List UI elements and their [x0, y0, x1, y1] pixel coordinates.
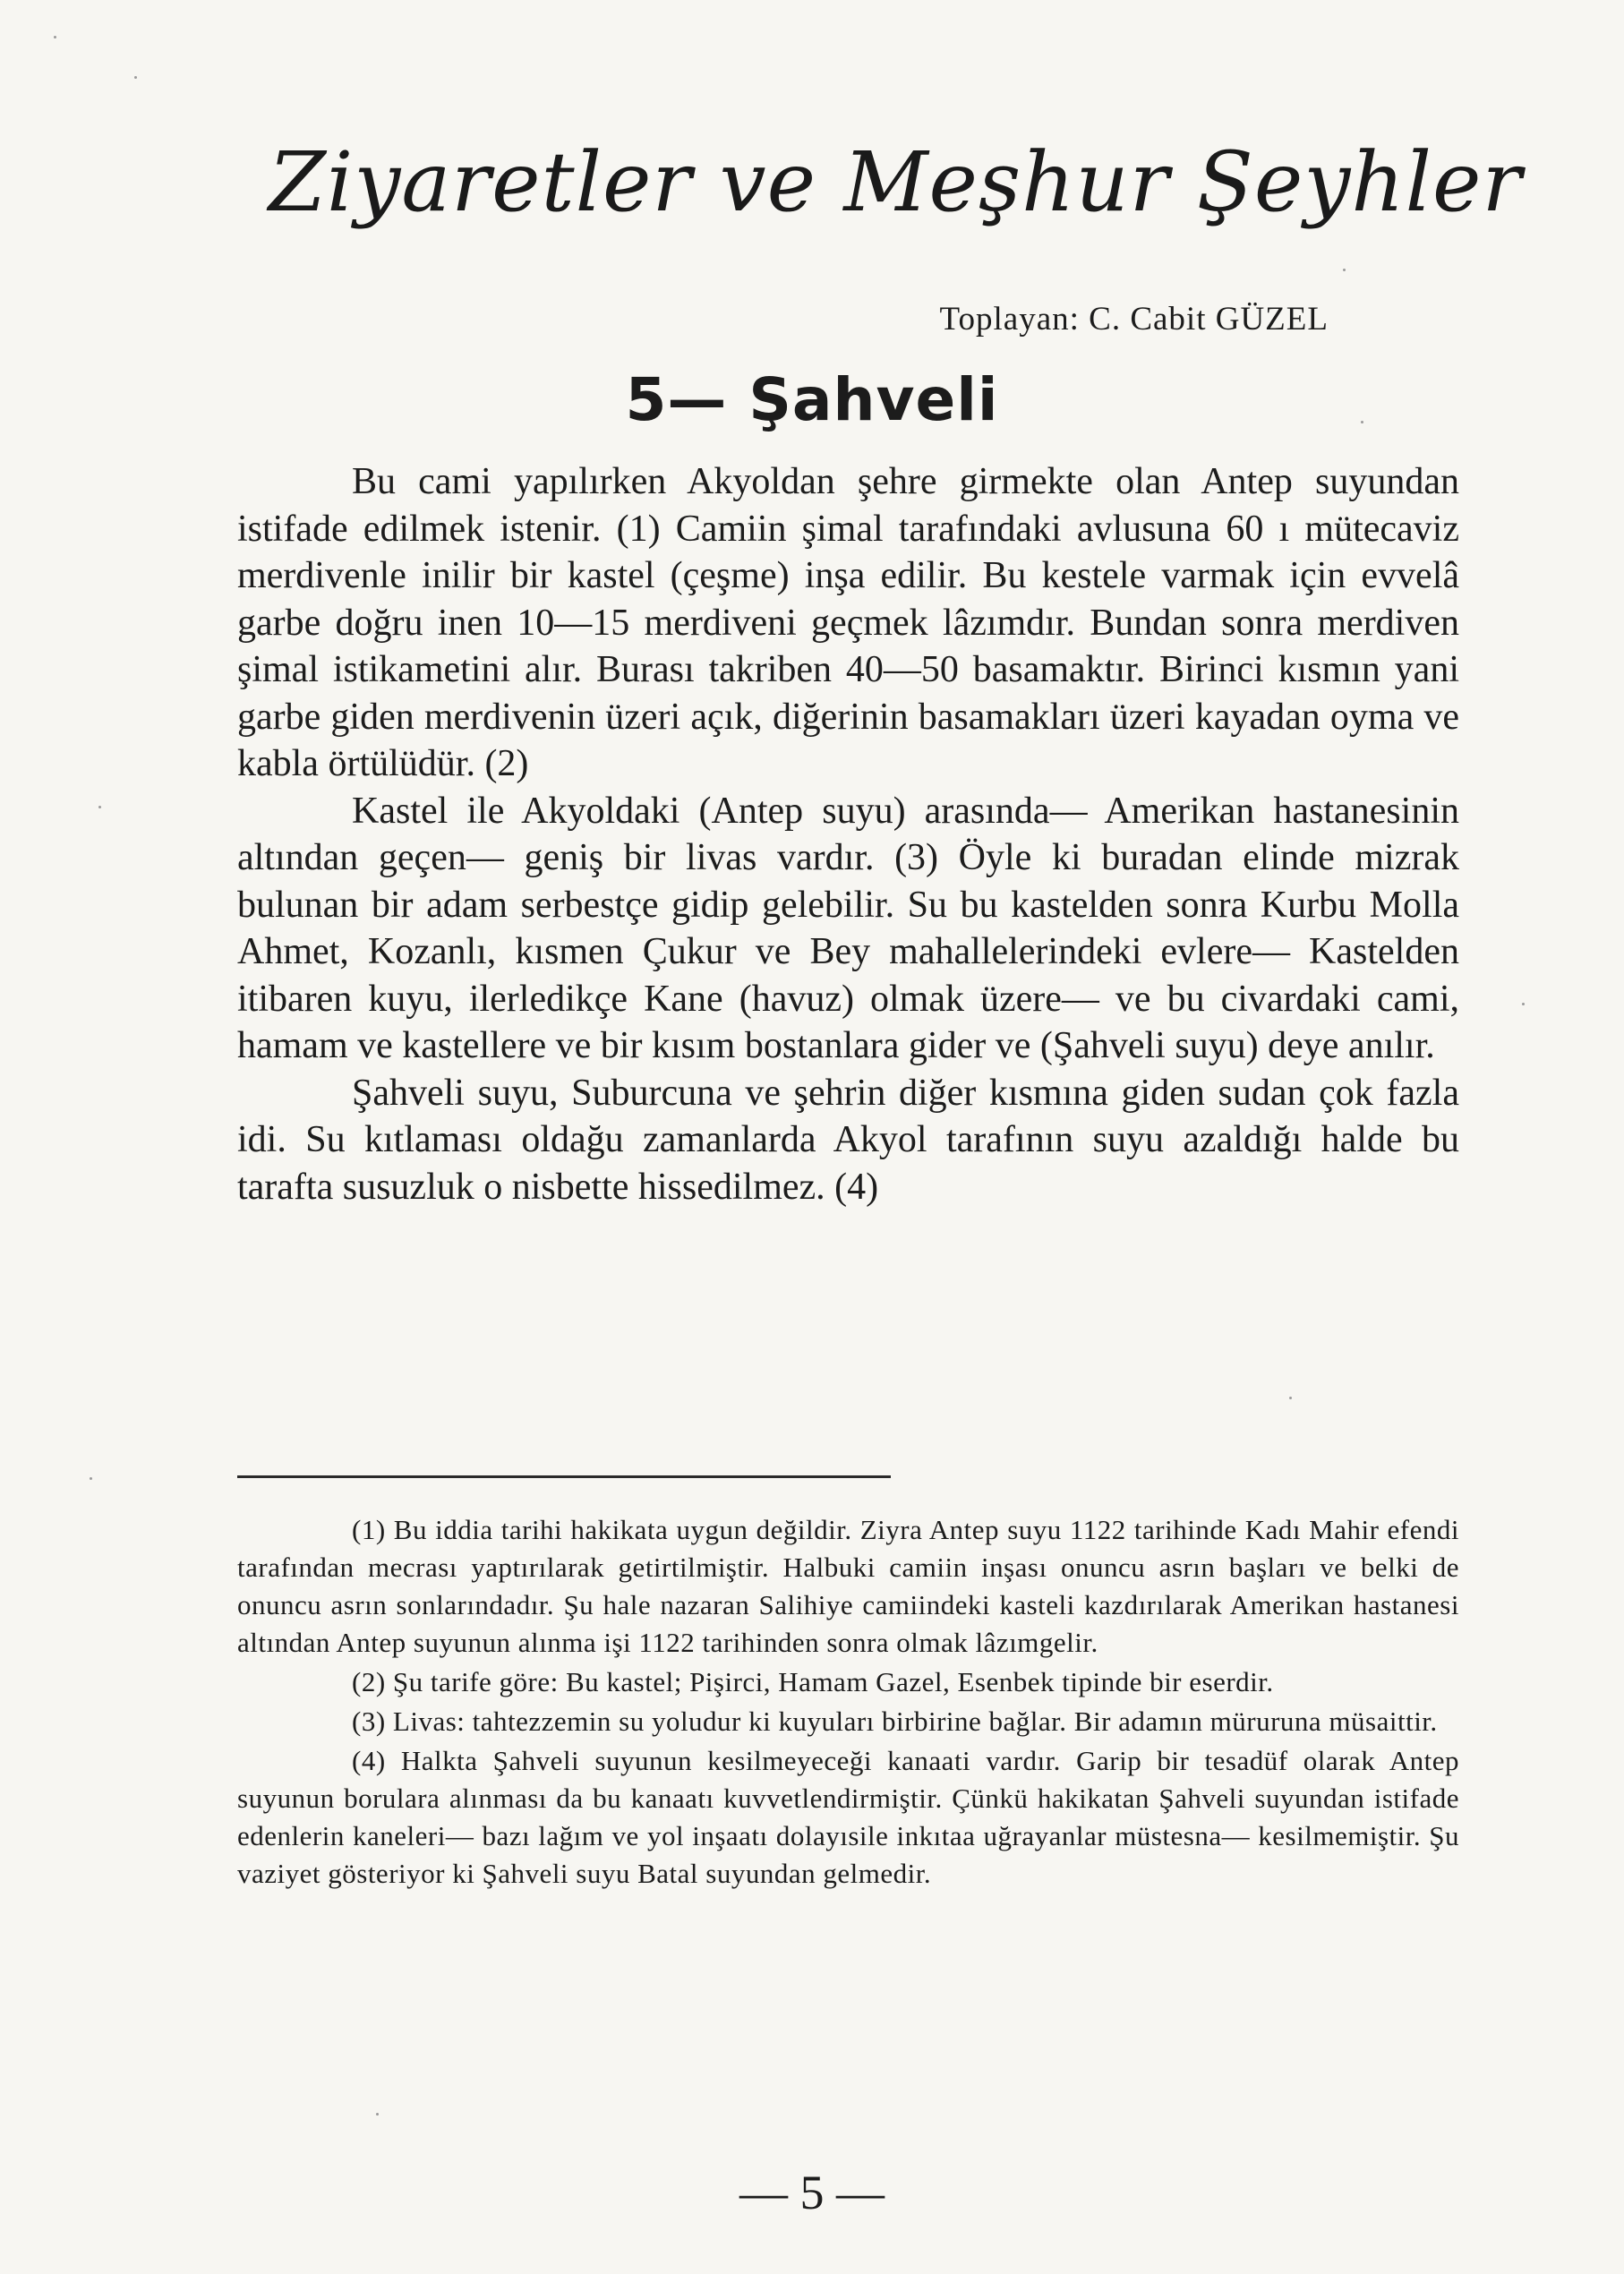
scan-speck — [54, 36, 56, 38]
article-title: Ziyaretler ve Meşhur Şeyhler — [269, 134, 1523, 230]
body-text — [237, 458, 1459, 1210]
scan-speck — [1289, 1397, 1292, 1399]
paragraph: Kastel ile Akyoldaki (Antep suyu) arasında— Amerikan hastanesinin altından geçen— geniş bir livas vardır. (3) Öyle ki buradan elinde mizrak bulunan bir adam serbestçe gidip gelebilir. Su bu kastelden sonra Kurbu Molla Ahmet, Kozanlı, kısmen Çukur ve Bey mahallelerindeki evlere— Kastelden itibaren kuyu, ilerledikçe Kane (havuz) olmak üzere— ve bu civardaki cami, hamam ve kastellere ve bir kısım bostanlara gider ve (Şahveli suyu) deye anılır. — [237, 790, 1459, 1066]
page-number: — 5 — — [739, 2166, 885, 2219]
footnote: (3) Livas: tahtezzemin su yoludur ki kuyuları birbirine bağlar. Bir adamın müruruna müsaittir. — [352, 1706, 1438, 1737]
footnote: (4) Halkta Şahveli suyunun kesilmeyeceği kanaati vardır. Garip bir tesadüf olarak Antep suyunun borulara alınması da bu kanaatı kuvvetlendirmiştir. Çünkü hakikatan Şahveli suyundan istifade edenlerin kaneleri— bazı lağım ve yol inşaatı dolayısile inkıtaa uğrayanlar müstesna— kesilmemiştir. Şu vaziyet gösteriyor ki Şahveli suyu Batal suyundan gelmedir. — [237, 1745, 1459, 1889]
scan-speck — [1343, 269, 1346, 271]
footnote-divider — [237, 1475, 891, 1478]
scan-speck — [98, 806, 101, 808]
footnote: (1) Bu iddia tarihi hakikata uygun değildir. Ziyra Antep suyu 1122 tarihinde Kadı Mahir efendi tarafından mecrası yaptırılarak getirtilmiştir. Halbuki camiin inşası onuncu asrın başları ve belki de onuncu asrın sonlarındadır. Şu hale nazaran Salihiye camiindeki kasteli kazdırılarak Amerikan hastanesi altından Antep suyunun alınma işi 1122 tarihinden sonra olmak lâzımgelir. — [237, 1514, 1459, 1658]
scan-speck — [1361, 421, 1363, 423]
section-title: 5— Şahveli — [625, 365, 999, 434]
scan-speck — [134, 76, 137, 79]
footnotes — [237, 1511, 1459, 1894]
author-line: Toplayan: C. Cabit GÜZEL — [939, 301, 1329, 338]
scan-speck — [1522, 1003, 1525, 1005]
paragraph: Şahveli suyu, Suburcuna ve şehrin diğer kısmına giden sudan çok fazla idi. Su kıtlaması oldağu zamanlarda Akyol tarafının suyu azaldığı halde bu tarafta susuzluk o nisbette hissedilmez. (4) — [237, 1072, 1459, 1208]
scan-speck — [90, 1477, 92, 1480]
footnote: (2) Şu tarife göre: Bu kastel; Pişirci, Hamam Gazel, Esenbek tipinde bir eserdir. — [352, 1666, 1274, 1697]
paragraph: Bu cami yapılırken Akyoldan şehre girmekte olan Antep suyundan istifade edilmek istenir. (1) Camiin şimal tarafındaki avlusuna 60 ı mütecaviz merdivenle inilir bir kastel (çeşme) inşa edilir. Bu kestele varmak için evvelâ garbe doğru inen 10—15 merdiveni geçmek lâzımdır. Bundan sonra merdiven şimal istikametini alır. Burası takriben 40—50 basamaktır. Birinci kısmın yani garbe giden merdivenin üzeri açık, diğerinin basamakları üzeri kayadan oyma ve kabla örtülüdür. (2) — [237, 461, 1459, 784]
scan-speck — [376, 2113, 379, 2116]
